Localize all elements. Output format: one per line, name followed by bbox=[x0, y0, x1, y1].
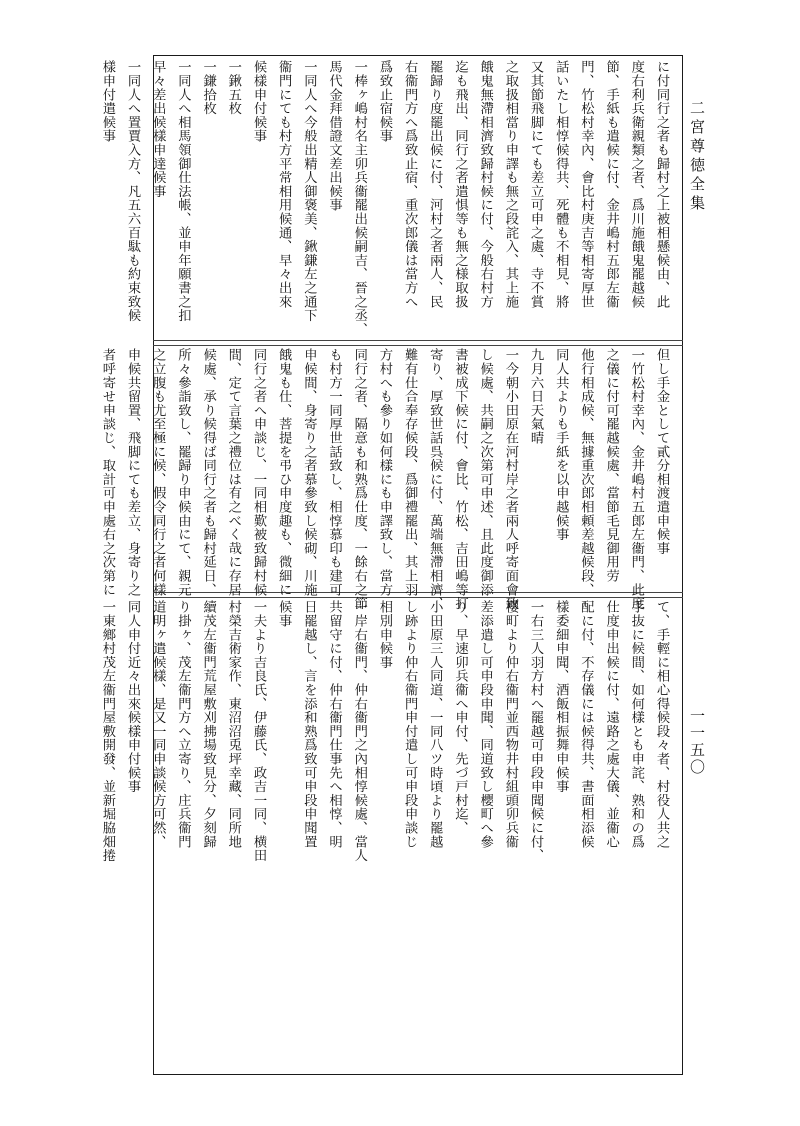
text-column: 同行之者、隔意も和熟爲仕度、一餘右之節 bbox=[351, 348, 367, 611]
text-column: 餓鬼も仕、菩提を弔ひ申度趣も、微細に bbox=[276, 348, 292, 597]
text-column: り、早速卯兵衞へ申付、先づ戸村迄、 bbox=[452, 600, 468, 835]
text-column: 一棒ヶ嶋村名主卯兵衞罷出候嗣吉、晉之丞、 bbox=[351, 60, 367, 336]
text-column: 村榮吉術家作、東沼沼兎坪幸藏、同所地 bbox=[225, 600, 241, 849]
text-column: 節、手紙も遣候に付、金井嶋村五郎左衞 bbox=[603, 60, 619, 309]
text-column: 共留守に付、仲右衞門仕事先へ相惇、明 bbox=[326, 600, 342, 849]
text-column: 一鎌拾枚 bbox=[200, 60, 216, 116]
text-column: し候處、共嗣之次第可申述、且此度御添 bbox=[477, 348, 493, 597]
text-column: 小田原三人同道、一同八ツ時頃より罷越 bbox=[427, 600, 443, 849]
column-group bbox=[95, 600, 674, 1070]
text-column: 樣申付遣候事 bbox=[99, 60, 115, 143]
text-column: 方村へも參り如何樣にも申譯致し、當方 bbox=[376, 348, 392, 597]
text-column: 日罷越し、言を添和熟爲致可申段申聞置 bbox=[301, 600, 317, 849]
text-column: 續茂左衞門荒屋敷刈拂場致見分、夕刻歸 bbox=[200, 600, 216, 849]
text-column: 門、竹松村幸內、會比村庚吉等相寄厚世 bbox=[578, 60, 594, 309]
text-column: 衞門にても村方平常相用候通、早々出來 bbox=[276, 60, 292, 309]
text-column: 一竹松村幸內、金井嶋村五郎左衞門、此度 bbox=[628, 348, 644, 611]
text-column: 一岸右衞門、仲右衞門之內相惇候處、當人 bbox=[351, 600, 367, 863]
text-column: 右衞門方へ爲致止宿、重次郎儀は當方へ bbox=[402, 60, 418, 309]
column-group bbox=[95, 60, 674, 340]
text-column: 間、定て言葉之禮位は有之べく哉に存居 bbox=[225, 348, 241, 597]
text-column: 配に付、不存儀には候得共、書面相添候 bbox=[578, 600, 594, 849]
text-column: 又其節飛脚にても差立可申之處、寺不賞 bbox=[528, 60, 544, 309]
text-column: 申候間、身寄り之者慕參致し候砌、川施 bbox=[301, 348, 317, 597]
text-column: 所々參詣致し、罷歸り申候由にて、親元 bbox=[175, 348, 191, 597]
text-column: 一右三人羽方村へ罷越可申段申聞候に付、 bbox=[528, 600, 544, 863]
text-tier-middle bbox=[99, 348, 678, 611]
page-number: 一一五〇 bbox=[688, 708, 706, 776]
text-column: に付同行之者も歸村之上被相懸候由、此 bbox=[654, 60, 669, 309]
text-column: 道明ヶ遣候樣、是又一同申談候方可然、 bbox=[150, 600, 166, 849]
text-column: も村方一同厚世話致し、相惇慕印も建可 bbox=[326, 348, 342, 597]
text-column: 難有仕合奉存候段、爲御禮罷出、其上羽 bbox=[402, 348, 418, 597]
text-column: 相別申候事 bbox=[376, 600, 392, 669]
text-column: 樣委細申聞、酒飯相振舞申候事 bbox=[553, 600, 569, 794]
text-column: 九月六日天氣晴 bbox=[528, 348, 544, 445]
text-column: て、手輕に相心得候段々者、村役人共之 bbox=[654, 600, 669, 849]
text-column: 他行相成候、無據重次郎相頼差越候段、 bbox=[578, 348, 594, 597]
text-column: 候樣申付候事 bbox=[251, 60, 266, 143]
text-tier-bottom bbox=[99, 600, 678, 1070]
running-title: 二宮尊徳全集 bbox=[688, 100, 706, 214]
text-column: 候處、承り候得ば同行之者も歸村延日、 bbox=[200, 348, 216, 597]
text-column: 度右利兵衛親類之者、爲川施餓鬼罷越候 bbox=[628, 60, 644, 309]
text-column: 一同人へ置賈入方、凡五六百駄も約束致候 bbox=[125, 60, 141, 323]
text-column: 寄り、厚致世話呉候に付、萬端無滯相濟、 bbox=[427, 348, 443, 611]
text-column: 一今朝小田原在河村岸之者兩人呼寄面會致 bbox=[502, 348, 518, 611]
text-column: 候事 bbox=[276, 600, 292, 628]
text-column: 早々差出候樣申達候事 bbox=[150, 60, 166, 198]
text-column: 同人申付近々出來候樣申付候事 bbox=[125, 600, 141, 794]
text-column: 一同人へ相馬領御仕法帳、並申年願書之扣 bbox=[175, 60, 191, 323]
text-column: 者呼寄せ申談じ、取計可申處右之次第に bbox=[99, 348, 115, 597]
text-column: 差添遣し可申段申聞、同道致し櫻町へ參 bbox=[477, 600, 493, 849]
text-column: 一東鄉村茂左衞門屋敷開發、並新堀脇畑捲 bbox=[99, 600, 115, 863]
text-column: 爲致止宿候事 bbox=[376, 60, 392, 143]
text-column: り掛ヶ、茂左衞門方へ立寄り、庄兵衞門 bbox=[175, 600, 191, 849]
column-group bbox=[95, 348, 674, 611]
text-column: 書被成下候に付、會比、竹松、吉田嶋等打 bbox=[452, 348, 468, 611]
text-column: 罷歸り度罷出候に付、河村之者兩人、民 bbox=[427, 60, 443, 309]
text-column: 同人共よりも手紙を以申越候事 bbox=[553, 348, 569, 542]
text-tier-top bbox=[99, 60, 678, 340]
text-column: 話いたし相惇候得共、死體も不相見、將 bbox=[553, 60, 569, 309]
text-column: 之取扱相當り申譯も無之段詫入、其上施 bbox=[502, 60, 518, 309]
text-column: 一夫より吉良氏、伊藤氏、政吉一同、横田 bbox=[251, 600, 266, 863]
text-column: 餓鬼無滯相濟致歸村候に付、今般右村方 bbox=[477, 60, 493, 309]
text-column: 申候共留置、飛脚にても差立、身寄り之 bbox=[125, 348, 141, 597]
text-column: 但し手金として貳分相渡遣申候事 bbox=[654, 348, 669, 555]
tier-divider bbox=[153, 340, 683, 346]
text-column: 之立腹も尤至極に候、假令同行之者何樣 bbox=[150, 348, 166, 597]
text-column: し跡より仲右衞門申付遣し可申段申談じ bbox=[402, 600, 418, 849]
text-column: 迄も飛出、同行之者遣惧等も無之様取扱 bbox=[452, 60, 468, 309]
text-column: 手抜に候間、如何樣とも申詫、熟和の爲 bbox=[628, 600, 644, 849]
text-column: 一同人へ今般出精人御褒美、鍬鎌左之通下 bbox=[301, 60, 317, 323]
text-column: 仕度申出候に付、遠路之處大儀、並衞心 bbox=[603, 600, 619, 849]
text-column: 馬代金拜借證文差出候事 bbox=[326, 60, 342, 212]
text-column: 同行之者へ申談じ、一同相歎被致歸村候 bbox=[251, 348, 266, 597]
text-column: 櫻町より仲右衞門並西物井村組頭卯兵衞 bbox=[502, 600, 518, 849]
text-column: 之儀に付可罷越候處、當節毛見御用劳 bbox=[603, 348, 619, 583]
text-column: 一鍬五枚 bbox=[225, 60, 241, 116]
